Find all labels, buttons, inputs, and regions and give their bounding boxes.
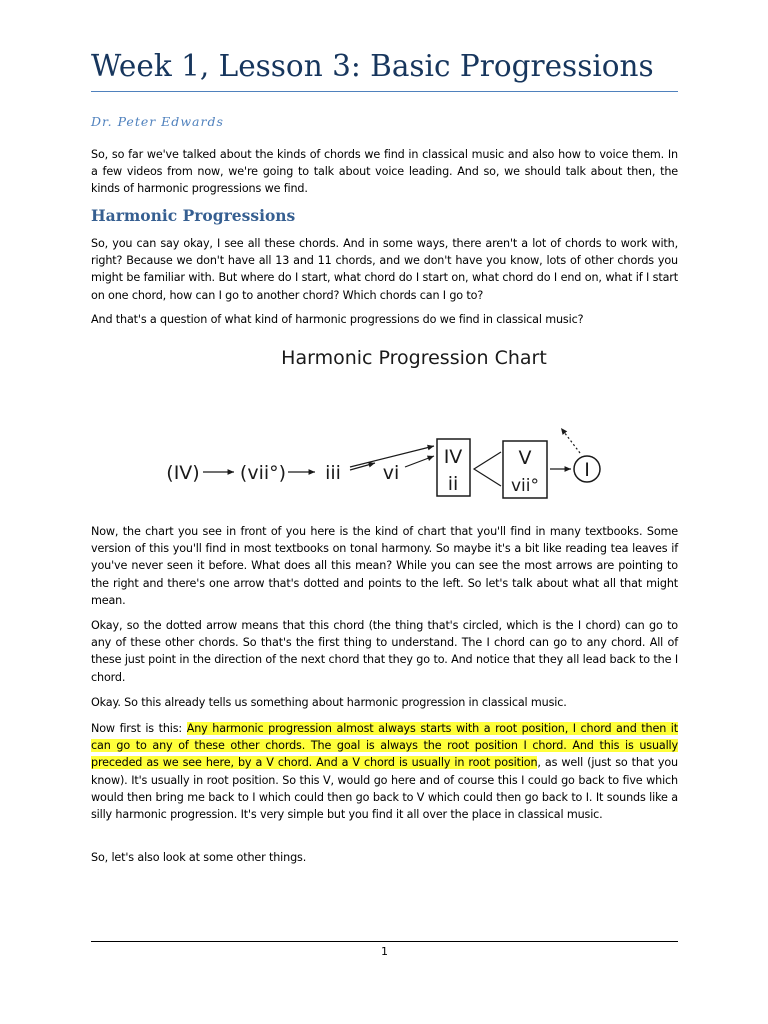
intro-paragraph: So, so far we've talked about the kinds of chords we find in classical music and also how to voice them. In a few videos from now, we're going to talk about voice leading. And so, we should talk about then, the kinds of harmonic progressions we find. <box>91 148 678 196</box>
highlighted-text: Any harmonic progression almost always starts with a root position, I chord and then it can go to any of these other chords. The goal is always the root position I chord. And this is usually preceded as we see here, by a V chord. And a V chord is usually in root position <box>91 722 678 770</box>
chord-vii-dim: vii° <box>510 476 540 496</box>
paragraph-root-position <box>91 720 678 823</box>
harmonic-progression-chart <box>91 330 678 520</box>
title-divider <box>91 91 678 92</box>
author-name: Dr. Peter Edwards <box>91 114 224 129</box>
arrow-subdominant-to-dominant <box>474 452 501 486</box>
section-heading: Harmonic Progressions <box>91 206 296 225</box>
dotted-arrow-tonic-to-any <box>561 428 580 453</box>
chord-v: V <box>518 447 532 469</box>
paragraph-progressions-question: And that's a question of what kind of harmonic progressions do we find in classical music? <box>91 313 584 326</box>
chord-ii: ii <box>447 473 459 495</box>
footer-divider <box>91 941 678 942</box>
paragraph-closing: So, let's also look at some other things. <box>91 851 307 864</box>
chart-title: Harmonic Progression Chart <box>281 347 547 369</box>
chord-vi: vi <box>382 462 400 484</box>
arrow-vi-to-subdominant <box>405 456 434 467</box>
page-title: Week 1, Lesson 3: Basic Progressions <box>91 49 654 83</box>
chord-iv-optional: (IV) <box>166 462 200 484</box>
page-number: 1 <box>381 945 388 958</box>
paragraph-summary: Okay. So this already tells us something about harmonic progression in classical music. <box>91 696 567 709</box>
paragraph-chords-question: So, you can say okay, I see all these chords. And in some ways, there aren't a lot of chords to work with, right? Because we don't have all 13 and 11 chords, and we don't have you know, lots of other chords you might be familiar with. But where do I start, what chord do I start on, what chord do I end on, what if I start on one chord, how can I go to another chord? Which chords can I go to? <box>91 237 678 302</box>
chord-iv: IV <box>443 446 463 468</box>
chord-iii: iii <box>325 462 341 484</box>
paragraph-dotted-arrow: Okay, so the dotted arrow means that this chord (the thing that's circled, which is the I chord) can go to any of these other chords. So that's the first thing to understand. The I chord can go to any chord. All of these just point in the direction of the next chord that they go to. And notice that they all lead back to the I chord. <box>91 619 678 684</box>
chord-vii-optional: (vii°) <box>239 462 287 484</box>
chord-i: I <box>584 459 590 481</box>
paragraph-lead: Now first is this: <box>91 722 187 735</box>
paragraph-rest: , as well (just so that you know). It's usually in root position. So this V, would go here and of course this I could go back to five which would then bring me back to I which could then go back to V which could then go back to I. It sounds like a silly harmonic progression. It's very simple but you find it all over the place in classical music. <box>91 756 678 822</box>
paragraph-chart-explanation: Now, the chart you see in front of you here is the kind of chart that you'll find in many textbooks. Some version of this you'll find in most textbooks on tonal harmony. So maybe it's a bit like reading tea leaves if you've never seen it before. What does all this mean? While you can see the most arrows are pointing to the right and there's one arrow that's dotted and points to the left. So let's talk about what all that might mean. <box>91 525 678 607</box>
